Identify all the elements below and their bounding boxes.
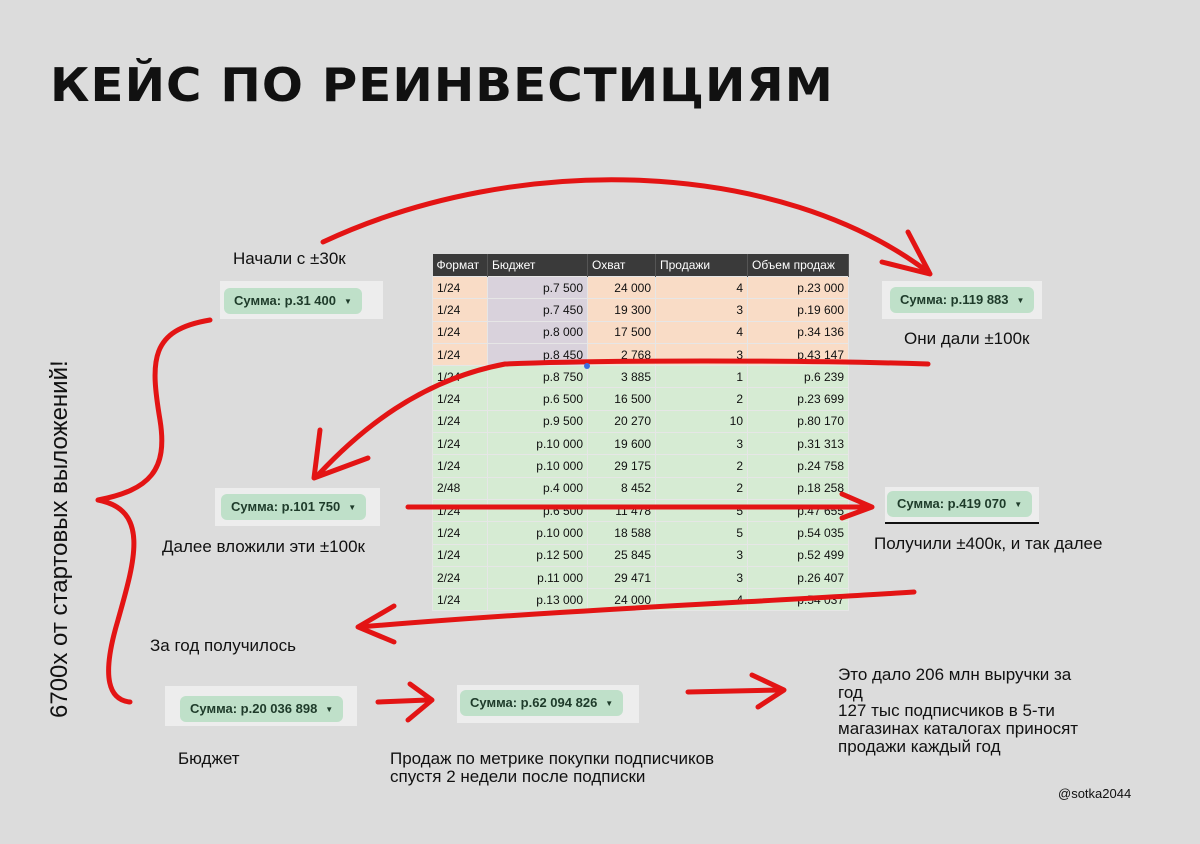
table-cell[interactable]: 1/24 [433,366,488,388]
column-header[interactable]: Бюджет [488,254,588,277]
table-cell[interactable]: 20 270 [588,410,656,432]
caret-down-icon: ▼ [1016,295,1025,305]
table-cell[interactable]: 24 000 [588,589,656,611]
table-cell[interactable]: р.10 000 [488,522,588,544]
table-cell[interactable]: р.9 500 [488,410,588,432]
note-result-2: год [838,683,863,702]
table-cell[interactable]: р.18 258 [748,477,849,499]
table-cell[interactable]: р.26 407 [748,566,849,588]
table-cell[interactable]: 1/24 [433,455,488,477]
note-result-5: продажи каждый год [838,737,1001,756]
caret-down-icon: ▼ [344,296,352,306]
table-cell[interactable]: 1/24 [433,433,488,455]
table-cell[interactable]: 4 [656,277,748,299]
table-cell[interactable]: 2 [656,477,748,499]
table-cell[interactable]: 3 [656,343,748,365]
table-cell[interactable]: 8 452 [588,477,656,499]
table-cell[interactable]: 1/24 [433,321,488,343]
table-cell[interactable]: р.54 037 [748,589,849,611]
table-cell[interactable]: р.10 000 [488,455,588,477]
table-cell[interactable]: р.10 000 [488,433,588,455]
arrow-to-return-1 [323,180,928,272]
caret-down-icon: ▼ [325,704,334,714]
table-cell[interactable]: 4 [656,589,748,611]
caret-down-icon: ▼ [348,502,357,512]
table-cell[interactable]: р.11 000 [488,566,588,588]
selection-handle [584,363,590,369]
caret-down-icon: ▼ [1014,499,1023,509]
table-cell[interactable]: 3 [656,544,748,566]
table-cell[interactable]: 2/48 [433,477,488,499]
note-invested: Далее вложили эти ±100к [162,537,365,556]
table-cell[interactable]: р.12 500 [488,544,588,566]
arrow-to-year [360,592,914,627]
table-cell[interactable]: 11 478 [588,499,656,521]
table-cell[interactable]: 2/24 [433,566,488,588]
table-cell[interactable]: 2 [656,455,748,477]
table-cell[interactable]: 1/24 [433,277,488,299]
arrow-budget-to-sales [378,700,428,702]
table-cell[interactable]: 5 [656,522,748,544]
column-header[interactable]: Формат [433,254,488,277]
table-cell[interactable]: р.24 758 [748,455,849,477]
table-cell[interactable]: р.6 500 [488,388,588,410]
table-cell[interactable]: р.47 655 [748,499,849,521]
table-cell[interactable]: 1/24 [433,343,488,365]
table-cell[interactable]: 17 500 [588,321,656,343]
table-cell[interactable]: р.23 699 [748,388,849,410]
table-cell[interactable]: р.31 313 [748,433,849,455]
table-cell[interactable]: 1/24 [433,522,488,544]
arrow-to-invest-2 [318,361,928,475]
table-cell[interactable]: 2 [656,388,748,410]
note-budget: Бюджет [178,749,240,768]
vertical-caption: 6700х от стартовых выложений! [46,360,73,718]
brace [98,320,210,702]
table-cell[interactable]: р.23 000 [748,277,849,299]
note-received: Получили ±400к, и так далее [874,534,1103,553]
table-cell[interactable]: 5 [656,499,748,521]
sum-chip-label: Сумма: р.20 036 898 [190,701,318,716]
table-cell[interactable]: 3 [656,433,748,455]
table-cell[interactable]: р.8 000 [488,321,588,343]
page-title: КЕЙС ПО РЕИНВЕСТИЦИЯМ [50,58,834,112]
table-cell[interactable]: 3 [656,566,748,588]
table-cell[interactable]: 24 000 [588,277,656,299]
table-cell[interactable]: 1/24 [433,589,488,611]
table-cell[interactable]: р.8 750 [488,366,588,388]
table-cell[interactable]: р.19 600 [748,299,849,321]
note-start: Начали с ±30к [233,249,346,268]
table-cell[interactable]: 1/24 [433,299,488,321]
table-cell[interactable]: р.6 239 [748,366,849,388]
note-gave: Они дали ±100к [904,329,1030,348]
note-sales-metric-1: Продаж по метрике покупки подписчиков [390,749,715,768]
note-result-4: магазинах каталогах приносят [838,719,1079,738]
column-header[interactable]: Продажи [656,254,748,277]
sum-chip-label: Сумма: р.419 070 [897,496,1007,511]
table-cell[interactable]: 1/24 [433,499,488,521]
table-cell[interactable]: р.43 147 [748,343,849,365]
table-cell[interactable]: 25 845 [588,544,656,566]
table-cell[interactable]: р.34 136 [748,321,849,343]
table-cell[interactable]: 3 885 [588,366,656,388]
sum-chip-label: Сумма: р.119 883 [900,292,1009,307]
note-result-3: 127 тыс подписчиков в 5-ти [838,701,1055,720]
note-sales-metric-2: спустя 2 недели после подписки [390,767,646,786]
arrow-sales-to-result [688,690,780,692]
handle: @sotka2044 [1058,786,1132,801]
table-cell[interactable]: 1/24 [433,388,488,410]
table-cell[interactable]: 16 500 [588,388,656,410]
table-cell[interactable]: 4 [656,321,748,343]
table-cell[interactable]: 1/24 [433,410,488,432]
table-cell[interactable]: р.7 450 [488,299,588,321]
table-cell[interactable]: 29 175 [588,455,656,477]
table-cell[interactable]: р.13 000 [488,589,588,611]
table-cell[interactable]: р.7 500 [488,277,588,299]
table-cell[interactable]: 19 600 [588,433,656,455]
column-header[interactable]: Объем продаж [748,254,849,277]
note-year: За год получилось [150,636,296,655]
column-header[interactable]: Охват [588,254,656,277]
table-cell[interactable]: р.54 035 [748,522,849,544]
sum-chip-label: Сумма: р.62 094 826 [470,695,598,710]
caret-down-icon: ▼ [605,698,614,708]
table-cell[interactable]: р.8 450 [488,343,588,365]
note-result-1: Это дало 206 млн выручки за [838,665,1072,684]
table-cell[interactable]: р.52 499 [748,544,849,566]
table-cell[interactable]: р.6 500 [488,499,588,521]
table-cell[interactable]: р.4 000 [488,477,588,499]
table-cell[interactable]: 3 [656,299,748,321]
table-cell[interactable]: 10 [656,410,748,432]
table-cell[interactable]: 29 471 [588,566,656,588]
table-cell[interactable]: 1 [656,366,748,388]
table-cell[interactable]: 18 588 [588,522,656,544]
sum-chip-label: Сумма: р.31 400 [234,293,336,308]
table-cell[interactable]: 19 300 [588,299,656,321]
table-cell[interactable]: 1/24 [433,544,488,566]
table-cell[interactable]: р.80 170 [748,410,849,432]
sum-chip-label: Сумма: р.101 750 [231,499,341,514]
table-cell[interactable]: 2 768 [588,343,656,365]
